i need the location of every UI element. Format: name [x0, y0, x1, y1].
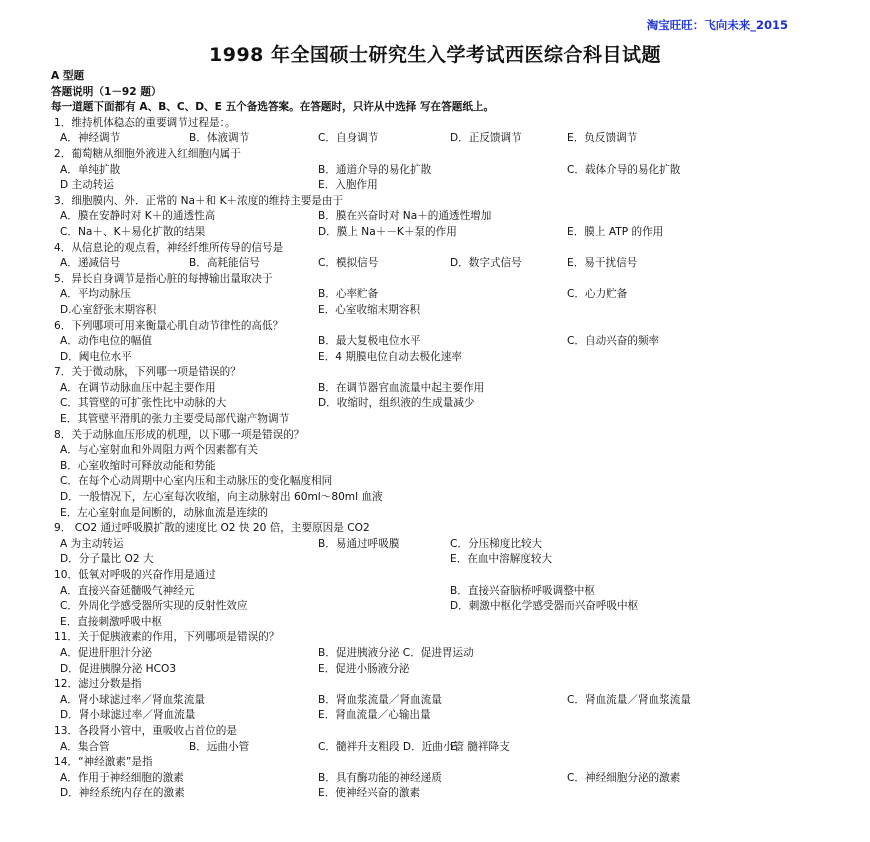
- page-title: 1998 年全国硕士研究生入学考试西医综合科目试题: [209, 44, 661, 66]
- question-stem: 13．各段肾小管中，重吸收占首位的是: [54, 724, 237, 737]
- answer-option: B．在调节器官血流量中起主要作用: [318, 381, 485, 394]
- option-row: [51, 178, 851, 194]
- option-row: [51, 225, 851, 241]
- answer-option: E．髓袢降支: [450, 740, 510, 753]
- option-row: [51, 443, 851, 459]
- option-row: [51, 256, 851, 272]
- answer-option: E．其管壁平滑肌的张力主要受局部代谢产物调节: [60, 413, 290, 426]
- answer-option: B．体液调节: [189, 132, 250, 145]
- question-stem: 8．关于动脉血压形成的机理，以下哪一项是错误的？: [54, 428, 305, 441]
- question-stem: 2．葡萄糖从细胞外液进入红细胞内属于: [54, 147, 241, 160]
- answer-option: B．高耗能信号: [189, 257, 260, 270]
- answer-option: E．入胞作用: [318, 179, 378, 192]
- question-stem: 7．关于微动脉，下列哪一项是错误的？: [54, 366, 241, 379]
- answer-option: A．神经调节: [60, 132, 121, 145]
- instructions-text: 每一道题下面都有 A、B、C、D、E 五个备选答案。在答题时，只许从中选择 写在答题纸上。: [51, 101, 495, 114]
- answer-option: D．促进胰腺分泌 HCO3: [60, 662, 177, 675]
- answer-option: D 主动转运: [60, 179, 114, 192]
- question-stem: 6．下列哪项可用来衡量心肌自动节律性的高低？: [54, 319, 284, 332]
- answer-option: B．膜在兴奋时对 Na＋的通透性增加: [318, 210, 492, 223]
- option-row: [51, 552, 851, 568]
- answer-option: A．单纯扩散: [60, 163, 121, 176]
- answer-option: C．Na＋、K＋易化扩散的结果: [60, 225, 206, 238]
- option-row: [51, 350, 851, 366]
- answer-option: B．易通过呼吸膜: [318, 537, 400, 550]
- answer-option: C．髓袢升支粗段 D．近曲小管: [318, 740, 465, 753]
- answer-option: A．平均动脉压: [60, 288, 131, 301]
- answer-option: A．在调节动脉血压中起主要作用: [60, 381, 216, 394]
- answer-option: A．作用于神经细胞的激素: [60, 771, 184, 784]
- answer-option: C．其管壁的可扩张性比中动脉的大: [60, 397, 227, 410]
- answer-option: C．肾血流量／肾血浆流量: [567, 693, 691, 706]
- option-row: [51, 693, 851, 709]
- answer-option: A．与心室射血和外周阻力两个因素都有关: [60, 444, 258, 457]
- question-list: [51, 116, 851, 802]
- answer-option: D．数字式信号: [450, 257, 522, 270]
- question-stem: 5．异长自身调节是指心脏的每搏输出量取决于: [54, 272, 273, 285]
- answer-option: A．直接兴奋延髓吸气神经元: [60, 584, 195, 597]
- option-row: [51, 708, 851, 724]
- answer-option: A．动作电位的幅值: [60, 335, 152, 348]
- answer-option: E．使神经兴奋的激素: [318, 787, 421, 800]
- answer-option: E．4 期膜电位自动去极化速率: [318, 350, 462, 363]
- option-row: [51, 474, 851, 490]
- watermark-text: 淘宝旺旺：飞向未来_2015: [646, 18, 788, 32]
- answer-option: E．肾血流量／心输出量: [318, 709, 431, 722]
- option-row: [51, 131, 851, 147]
- answer-option: C．自身调节: [318, 132, 379, 145]
- answer-option: E．膜上 ATP 的作用: [567, 225, 664, 238]
- option-row: [51, 506, 851, 522]
- option-row: [51, 646, 851, 662]
- option-row: [51, 740, 851, 756]
- instructions-title: 答题说明（1－92 题）: [51, 85, 162, 98]
- option-row: [51, 786, 851, 802]
- answer-option: E．直接刺激呼吸中枢: [60, 615, 163, 628]
- answer-option: E．易干扰信号: [567, 257, 638, 270]
- answer-option: D．神经系统内存在的激素: [60, 787, 185, 800]
- option-row: [51, 163, 851, 179]
- answer-option: C．在每个心动周期中心室内压和主动脉压的变化幅度相同: [60, 475, 333, 488]
- answer-option: C．自动兴奋的频率: [567, 335, 660, 348]
- option-row: [51, 615, 851, 631]
- answer-option: D．肾小球滤过率／肾血流量: [60, 709, 196, 722]
- answer-option: D．一般情况下，左心室每次收缩，向主动脉射出 60ml～80ml 血液: [60, 491, 383, 504]
- answer-option: D.心室舒张末期容积: [60, 303, 157, 316]
- answer-option: B．远曲小管: [189, 740, 250, 753]
- answer-option: A．递减信号: [60, 257, 121, 270]
- question-stem: 14．“神经激素”是指: [54, 756, 153, 769]
- answer-option: A．肾小球滤过率／肾血浆流量: [60, 693, 205, 706]
- answer-option: C．神经细胞分泌的激素: [567, 771, 681, 784]
- answer-option: D．收缩时，组织液的生成量减少: [318, 397, 475, 410]
- answer-option: C．模拟信号: [318, 257, 379, 270]
- question-stem: 1．维持机体稳态的重要调节过程是：。: [54, 116, 236, 129]
- answer-option: B．心率贮备: [318, 288, 379, 301]
- answer-option: D．正反馈调节: [450, 132, 522, 145]
- answer-option: A．集合管: [60, 740, 110, 753]
- answer-option: A 为主动转运: [60, 537, 124, 550]
- answer-option: C．外周化学感受器所实现的反射性效应: [60, 600, 248, 613]
- question-stem: 9． CO2 通过呼吸膜扩散的速度比 O2 快 20 倍，主要原因是 CO2: [54, 522, 370, 535]
- answer-option: B．心室收缩时可释放动能和势能: [60, 459, 216, 472]
- answer-option: E．促进小肠液分泌: [318, 662, 410, 675]
- answer-option: E．心室收缩末期容积: [318, 303, 421, 316]
- answer-option: D．分子量比 O2 大: [60, 553, 154, 566]
- question-stem: 10．低氧对呼吸的兴奋作用是通过: [54, 569, 216, 581]
- answer-option: D．刺激中枢化学感受器而兴奋呼吸中枢: [450, 600, 639, 613]
- answer-option: D．阈电位水平: [60, 350, 132, 363]
- answer-option: C．心力贮备: [567, 288, 628, 301]
- answer-option: B．最大复极电位水平: [318, 335, 421, 348]
- answer-option: C．分压梯度比较大: [450, 537, 543, 550]
- exam-content: [51, 69, 851, 802]
- answer-option: B．直接兴奋脑桥呼吸调整中枢: [450, 584, 595, 597]
- option-row: [51, 490, 851, 506]
- answer-option: D．膜上 Na＋－K＋泵的作用: [318, 225, 457, 238]
- option-row: [51, 771, 851, 787]
- answer-option: A．膜在安静时对 K＋的通透性高: [60, 210, 216, 223]
- answer-option: B．具有酶功能的神经递质: [318, 771, 442, 784]
- option-row: [51, 599, 851, 615]
- option-row: [51, 334, 851, 350]
- question-stem: 3．细胞膜内、外．正常的 Na＋和 K＋浓度的维持主要是由于: [54, 194, 344, 207]
- answer-option: A．促进肝胆汁分泌: [60, 646, 152, 659]
- option-row: [51, 287, 851, 303]
- option-row: [51, 396, 851, 412]
- answer-option: C．载体介导的易化扩散: [567, 163, 681, 176]
- option-row: [51, 584, 851, 600]
- question-stem: 4．从信息论的观点看，神经纤维所传导的信号是: [54, 241, 284, 254]
- answer-option: B．通道介导的易化扩散: [318, 163, 432, 176]
- option-row: [51, 537, 851, 553]
- answer-option: E．左心室射血是间断的，动脉血流是连续的: [60, 506, 268, 519]
- answer-option: B．促进胰液分泌 C．促进胃运动: [318, 646, 474, 659]
- question-stem: 12．滤过分数是指: [54, 678, 142, 691]
- option-row: [51, 412, 851, 428]
- answer-option: E．在血中溶解度较大: [450, 553, 553, 566]
- option-row: [51, 459, 851, 475]
- option-row: [51, 303, 851, 319]
- option-row: [51, 209, 851, 225]
- answer-option: B．肾血浆流量／肾血流量: [318, 693, 442, 706]
- answer-option: E．负反馈调节: [567, 132, 638, 145]
- question-stem: 11．关于促胰液素的作用，下列哪项是错误的？: [54, 631, 280, 644]
- option-row: [51, 381, 851, 397]
- option-row: [51, 662, 851, 678]
- section-heading: A 型题: [51, 70, 85, 82]
